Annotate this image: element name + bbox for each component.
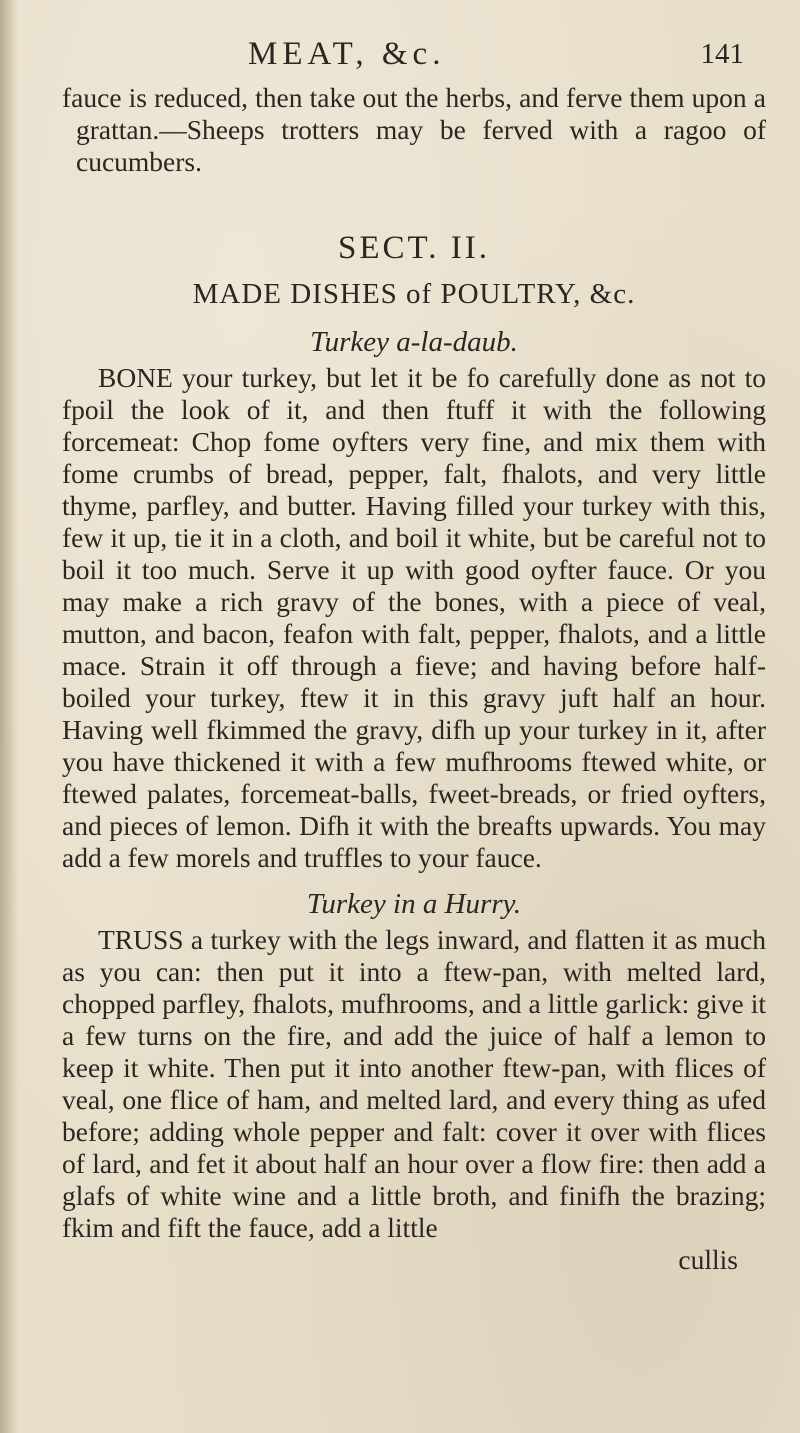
running-head-title: MEAT, &c. — [248, 36, 446, 72]
section-subheading: MADE DISHES of POULTRY, &c. — [192, 278, 636, 310]
recipe-title-turkey-in-a-hurry: Turkey in a Hurry. — [306, 888, 522, 920]
page-number: 141 — [700, 38, 744, 70]
section-heading: SECT. II. — [338, 230, 490, 266]
running-head — [0, 36, 800, 76]
recipe-body-turkey-in-a-hurry: TRUSS a turkey with the legs inward, and flatten it as much as you can: then put it into a ftew-pan, with melted lard, chopped parfley, fhalots, mufhrooms, and a little garlick: give it a few turns on the fire, and add the juice of half a lemon to keep it white. Then put it into another ftew-pan, with flices of veal, one flice of ham, and melted lard, and every thing as ufed before; adding whole pepper and falt: cover it over with flices of lard, and fet it about half an hour over a flow fire: then add a glafs of white wine and a little broth, and finifh the brazing; fkim and fift the fauce, add a little — [62, 924, 766, 1243]
recipe-title-turkey-a-la-daub: Turkey a-la-daub. — [310, 326, 518, 358]
catchword: cullis — [678, 1244, 738, 1275]
page-gutter-shadow — [0, 0, 18, 1433]
intro-paragraph: fauce is reduced, then take out the herbs, and ferve them upon a grattan.—Sheeps trotters may be ferved with a ragoo of cucumbers. — [62, 82, 766, 177]
page-text — [62, 82, 766, 1276]
recipe-body-turkey-a-la-daub: BONE your turkey, but let it be fo carefully done as not to fpoil the look of it, and then ftuff it with the following forcemeat: Chop fome oyfters very fine, and mix them with fome crumbs of bread, pepper, falt, fhalots, and very little thyme, parfley, and butter. Having filled your turkey with this, few it up, tie it in a cloth, and boil it white, but be careful not to boil it too much. Serve it up with good oyfter fauce. Or you may make a rich gravy of the bones, with a piece of veal, mutton, and bacon, feafon with falt, pepper, fhalots, and a little mace. Strain it off through a fieve; and having before half-boiled your turkey, ftew it in this gravy juft half an hour. Having well fkimmed the gravy, difh up your turkey in it, after you have thickened it with a few mufhrooms ftewed white, or ftewed palates, forcemeat-balls, fweet-breads, or fried oyfters, and pieces of lemon. Difh it with the breafts upwards. You may add a few morels and truffles to your fauce. — [62, 362, 766, 873]
